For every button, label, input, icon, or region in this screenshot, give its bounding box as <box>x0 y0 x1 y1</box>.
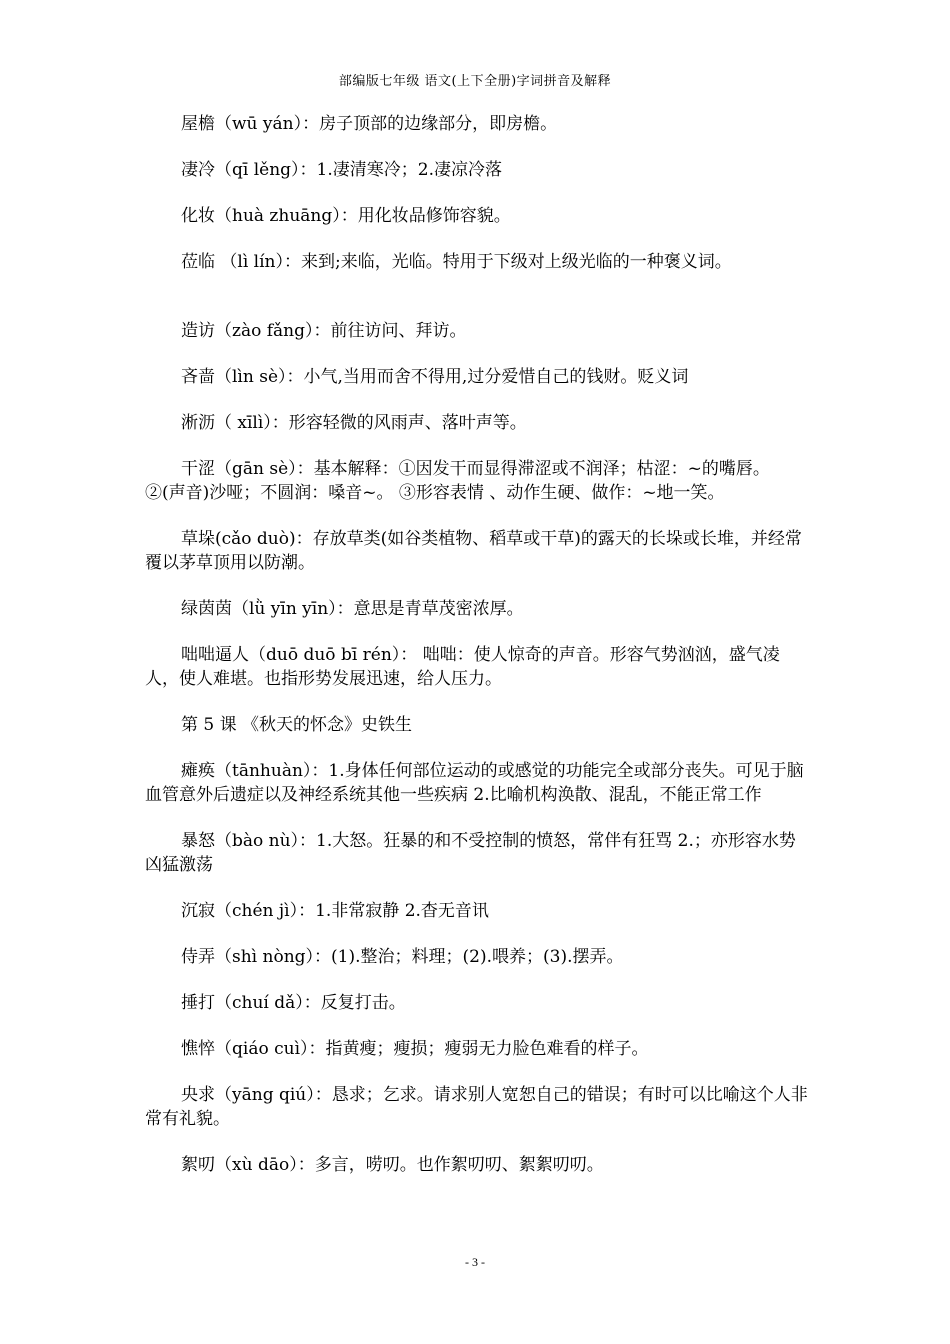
entry-linse: 吝啬（lìn sè）：小气,当用而舍不得用,过分爱惜自己的钱财。贬义词 <box>181 367 689 387</box>
entry-xili: 淅沥（ xīlì）：形容轻微的风雨声、落叶声等。 <box>181 413 527 433</box>
entry-tanhuan: 瘫痪（tānhuàn）：1.身体任何部位运动的或感觉的功能完全或部分丧失。可见于脑血管意外后遗症以及神经系统其他一些疾病 2.比喻机构涣散、混乱，不能正常工作 <box>145 761 804 805</box>
entry-qileng: 凄冷（qī lěng）：1.凄清寒冷；2.凄凉冷落 <box>181 160 502 180</box>
entry-chenji: 沉寂（chén jì）：1.非常寂静 2.杳无音讯 <box>181 901 489 921</box>
entry-wuyan: 屋檐（wū yán）：房子顶部的边缘部分，即房檐。 <box>181 114 558 134</box>
entry-zaofang: 造访（zào fǎng）：前往访问、拜访。 <box>181 321 467 341</box>
entry-ganse: 干涩（gān sè）：基本解释：①因发干而显得滞涩或不润泽；枯涩：~的嘴唇。②(声音)沙哑；不圆润：嗓音~。 ③形容表情 、动作生硬、做作：~地一笑。 <box>145 459 770 503</box>
entry-chuida: 捶打（chuí dǎ）：反复打击。 <box>181 993 406 1013</box>
entry-shinong: 侍弄（shì nòng）：(1).整治；料理；(2).喂养；(3).摆弄。 <box>181 947 624 967</box>
entry-duoduobiren: 咄咄逼人（duō duō bī rén）： 咄咄：使人惊奇的声音。形容气势汹汹，盛气凌人，使人难堪。也指形势发展迅速，给人压力。 <box>145 645 780 689</box>
entry-caoduo: 草垛(cǎo duò)：存放草类(如谷类植物、稻草或干草)的露天的长垛或长堆，并经常覆以茅草顶用以防潮。 <box>145 529 802 573</box>
entry-qiaocui: 憔悴（qiáo cuì）：指黄瘦；瘦损；瘦弱无力脸色难看的样子。 <box>181 1039 649 1059</box>
page-number: - 3 - <box>465 1255 485 1269</box>
entry-yangqiu: 央求（yāng qiú）：恳求；乞求。请求别人宽恕自己的错误；有时可以比喻这个人非常有礼貌。 <box>145 1085 808 1129</box>
entry-lvyinyin: 绿茵茵（lǜ yīn yīn）：意思是青草茂密浓厚。 <box>181 599 524 619</box>
page-header: 部编版七年级 语文(上下全册)字词拼音及解释 <box>338 74 612 89</box>
document-body <box>145 112 810 1177</box>
entry-baonu: 暴怒（bào nù）：1.大怒。狂暴的和不受控制的愤怒，常伴有狂骂 2.；亦形容水势凶猛激荡 <box>145 831 796 875</box>
lesson-heading: 第 5 课 《秋天的怀念》史铁生 <box>181 715 413 735</box>
entry-lilin: 莅临 （lì lín）：来到;来临，光临。特用于下级对上级光临的一种褒义词。 <box>181 252 732 272</box>
entry-xudao: 絮叨（xù dāo）：多言，唠叨。也作絮叨叨、絮絮叨叨。 <box>181 1155 604 1175</box>
entry-huazhuang: 化妆（huà zhuāng）：用化妆品修饰容貌。 <box>181 206 511 226</box>
